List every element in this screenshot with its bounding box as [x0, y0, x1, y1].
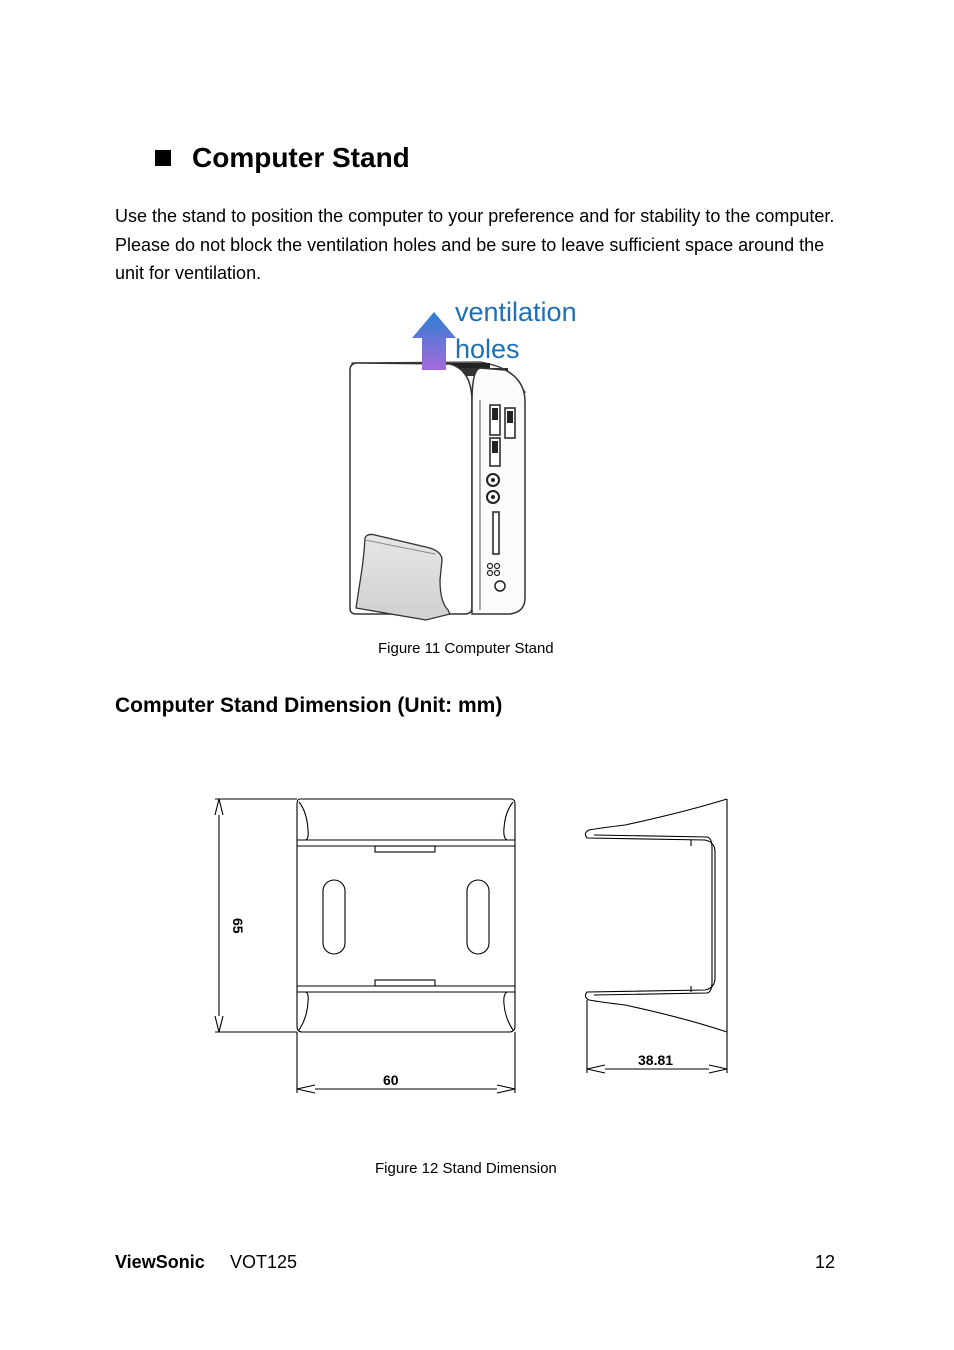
computer-stand-figure	[330, 290, 630, 635]
ventilation-label-line1: ventilation	[455, 297, 577, 327]
width-dimension-label: 60	[383, 1072, 399, 1088]
intro-paragraph	[115, 202, 835, 288]
side-view-outline	[585, 799, 727, 1032]
bullet-square-icon	[155, 150, 171, 166]
page-number: 12	[815, 1252, 836, 1272]
footer-brand: ViewSonic	[115, 1252, 205, 1272]
section-heading: Computer Stand	[192, 142, 410, 173]
front-view-outline	[297, 799, 515, 1032]
figure-12-caption: Figure 12 Stand Dimension	[375, 1160, 557, 1177]
depth-dimension-label: 38.81	[638, 1052, 674, 1068]
left-slot	[323, 880, 345, 954]
figure-11-caption: Figure 11 Computer Stand	[378, 640, 554, 657]
dimension-heading: Computer Stand Dimension (Unit: mm)	[115, 694, 503, 717]
ventilation-label-line2: holes	[455, 334, 520, 364]
height-dimension-label: 65	[230, 918, 246, 934]
right-slot	[467, 880, 489, 954]
ventilation-arrow-icon	[412, 312, 456, 370]
stand-dimension-drawing	[205, 790, 740, 1100]
intro-paragraph-text: Use the stand to position the computer to your preference and for stability to the computer. Please do not block the ventilation holes and be sure to leave sufficient space around the unit for ventilation.	[115, 206, 835, 283]
footer-model: VOT125	[230, 1252, 298, 1272]
